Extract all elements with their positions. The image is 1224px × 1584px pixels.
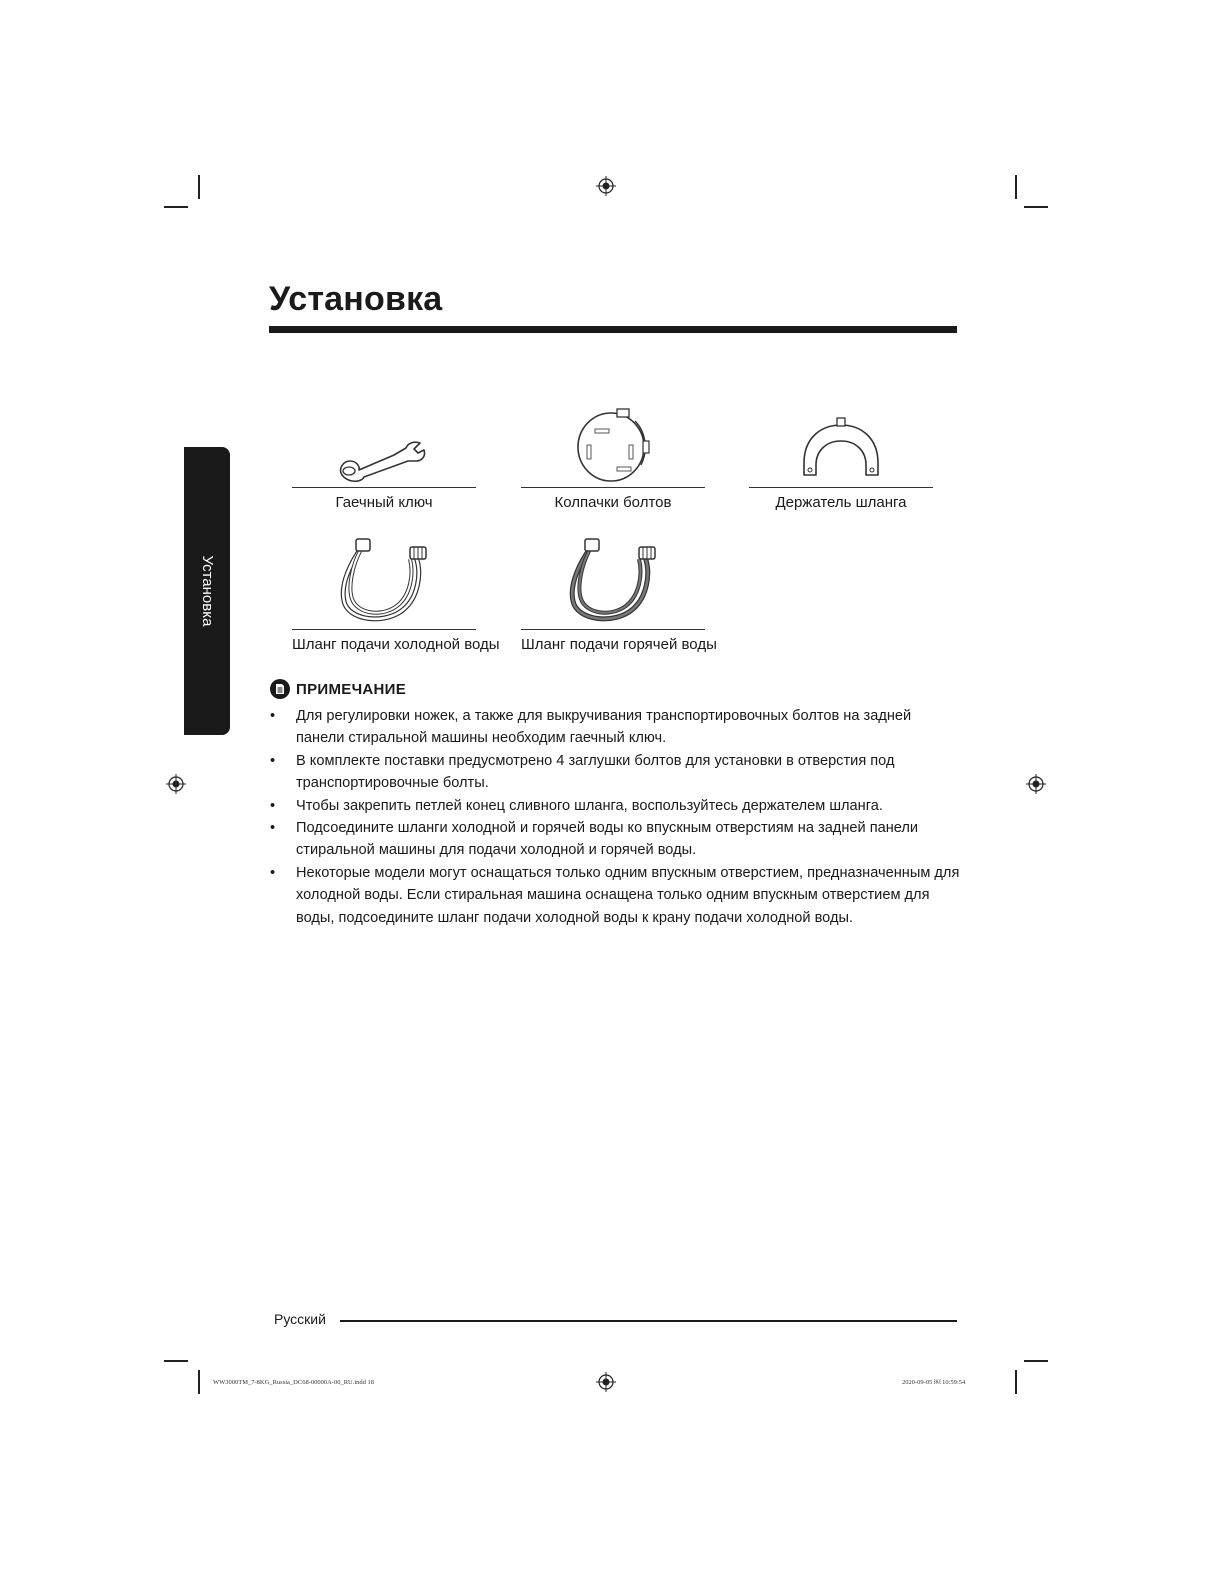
crop-mark — [1024, 1360, 1048, 1362]
accessory-caption: Колпачки болтов — [554, 494, 672, 511]
bullet: • — [270, 820, 276, 837]
accessory-caption: Шланг подачи горячей воды — [521, 636, 717, 653]
footer-language: Русский — [274, 1311, 326, 1327]
crop-mark — [164, 206, 188, 208]
accessory-caption: Шланг подачи холодной воды — [292, 636, 500, 653]
note-text: Некоторые модели могут оснащаться только одним впускным отверстием, предназначенным для холодной воды. Если стиральная машина оснащена только одним впускным отверстием для воды, подсоедините шланг подачи холодной воды к крану подачи холодной воды. — [296, 864, 960, 926]
crop-mark — [1024, 206, 1048, 208]
registration-mark-icon — [1026, 774, 1046, 794]
bolt-cap-icon — [573, 401, 653, 485]
accessory-item-wrench — [292, 390, 476, 511]
footer-rule — [340, 1320, 957, 1322]
section-side-tab — [184, 447, 230, 735]
note-text: Подсоедините шланги холодной и горячей воды ко впускным отверстиям на задней панели стиральной машины для подачи холодной и горячей воды. — [296, 820, 919, 859]
note-list — [270, 705, 960, 929]
crop-mark — [1015, 1370, 1017, 1394]
note-heading — [270, 679, 406, 699]
note-text: В комплекте поставки предусмотрено 4 заглушки болтов для установки в отверстия под транспортировочные болты. — [296, 752, 895, 792]
print-slug-date: 2020-09-05 ￼ 10:59:54 — [902, 1379, 966, 1386]
registration-mark-icon — [596, 1372, 616, 1392]
registration-mark-icon — [596, 176, 616, 196]
crop-mark — [198, 1370, 200, 1394]
cold-water-hose-icon — [334, 537, 434, 627]
accessory-item-cold-water-hose — [292, 532, 500, 653]
print-slug-file: WW3000TM_7-8KG_Russia_DC68-00000A-00_RU.indd 18 — [213, 1379, 375, 1386]
list-item — [270, 817, 960, 862]
accessory-item-hot-water-hose — [521, 532, 717, 653]
list-item — [270, 705, 960, 750]
title-rule — [269, 326, 957, 333]
note-title: ПРИМЕЧАНИЕ — [296, 680, 407, 698]
accessory-caption: Держатель шланга — [775, 494, 907, 511]
wrench-icon — [334, 435, 434, 485]
bullet: • — [270, 797, 276, 814]
registration-mark-icon — [166, 774, 186, 794]
side-tab-label: Установка — [199, 555, 216, 627]
list-item — [270, 862, 960, 929]
note-icon — [270, 679, 290, 699]
accessory-item-bolt-caps — [521, 390, 705, 511]
accessory-caption: Гаечный ключ — [335, 494, 433, 511]
list-item — [270, 750, 960, 795]
crop-mark — [164, 1360, 188, 1362]
list-item — [270, 795, 960, 817]
bullet: • — [270, 864, 276, 881]
accessory-item-hose-holder — [749, 390, 933, 511]
hose-holder-icon — [796, 415, 886, 485]
note-text: Чтобы закрепить петлей конец сливного шланга, воспользуйтесь держателем шланга. — [296, 797, 883, 814]
bullet: • — [270, 708, 276, 724]
crop-mark — [1015, 175, 1017, 199]
crop-mark — [198, 175, 200, 199]
hot-water-hose-icon — [563, 537, 663, 627]
bullet: • — [270, 752, 276, 769]
page-title: Установка — [269, 280, 443, 318]
note-text: Для регулировки ножек, а также для выкручивания транспортировочных болтов на задней панели стиральной машины необходим гаечный ключ. — [296, 708, 912, 747]
